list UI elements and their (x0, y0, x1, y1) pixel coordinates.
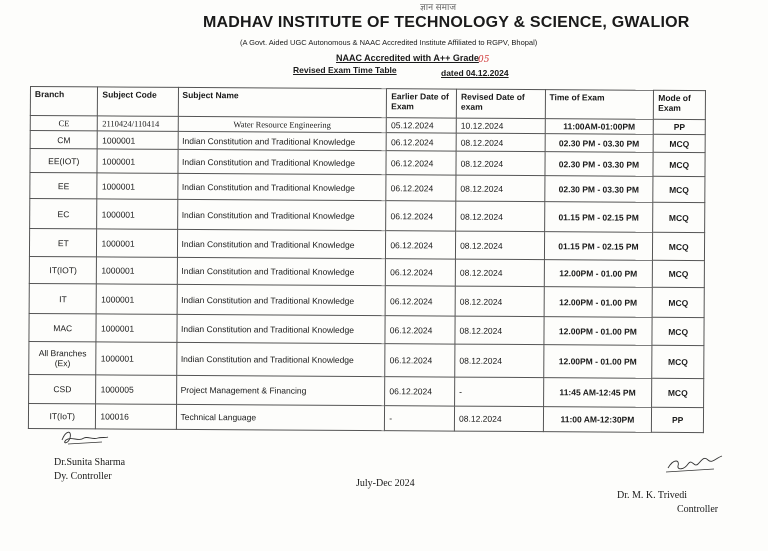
revised-title: Revised Exam Time Table (293, 65, 397, 75)
cell-time: 12.00PM - 01.00 PM (543, 317, 652, 346)
cell-branch: ET (29, 229, 97, 257)
controller-name: Dr. M. K. Trivedi (617, 490, 688, 501)
cell-branch: CSD (29, 374, 97, 403)
cell-code: 1000001 (96, 314, 176, 342)
cell-time: 02.30 PM - 03.30 PM (545, 134, 654, 153)
cell-earlier: 06.12.2024 (386, 231, 456, 259)
cell-branch: CM (30, 131, 98, 149)
institute-name: MADHAV INSTITUTE OF TECHNOLOGY & SCIENCE, GWALIOR (203, 14, 690, 31)
cell-earlier: 06.12.2024 (385, 344, 455, 377)
cell-branch: MAC (29, 313, 97, 341)
cell-code: 1000001 (97, 284, 177, 314)
cell-subject: Project Management & Financing (176, 375, 385, 405)
cell-revised: 08.12.2024 (456, 175, 545, 202)
top-strip-text: ज्ञान समाज (420, 2, 457, 12)
cell-branch: IT (29, 283, 97, 313)
cell-revised: - (455, 377, 544, 407)
cell-branch: All Branches (Ex) (29, 341, 97, 374)
table-body (28, 116, 705, 433)
cell-code: 1000001 (96, 342, 176, 375)
cell-time: 11:45 AM-12:45 PM (543, 378, 652, 408)
cell-mode: PP (654, 119, 706, 134)
cell-branch: CE (30, 116, 98, 131)
deputy-controller-role: Dy. Controller (54, 471, 112, 482)
cell-mode: MCQ (652, 378, 704, 407)
cell-code: 1000001 (97, 229, 177, 257)
cell-branch: IT(IoT) (28, 403, 96, 428)
cell-subject: Indian Constitution and Traditional Knowledge (177, 149, 386, 174)
cell-time: 02.30 PM - 03.30 PM (545, 152, 654, 177)
cell-mode: MCQ (653, 176, 705, 202)
table-row (29, 374, 704, 407)
column-header: Subject Code (98, 87, 178, 116)
cell-revised: 08.12.2024 (456, 231, 545, 260)
cell-mode: MCQ (653, 232, 705, 260)
exam-timetable (28, 86, 706, 433)
cell-branch: EE (30, 173, 98, 199)
cell-code: 1000001 (98, 131, 178, 149)
table-row (30, 173, 705, 203)
cell-subject: Indian Constitution and Traditional Knowledge (177, 199, 386, 230)
cell-earlier: 06.12.2024 (386, 151, 456, 175)
cell-code: 1000001 (97, 173, 177, 199)
cell-revised: 08.12.2024 (456, 201, 545, 232)
table-row (29, 313, 704, 345)
cell-earlier: 06.12.2024 (385, 316, 455, 344)
table-row (30, 199, 705, 233)
cell-subject: Indian Constitution and Traditional Knowledge (178, 131, 387, 150)
handwritten-correction: 05 (478, 55, 490, 65)
cell-earlier: 06.12.2024 (386, 175, 456, 201)
cell-mode: MCQ (652, 345, 704, 378)
cell-subject: Indian Constitution and Traditional Knowledge (177, 173, 386, 200)
cell-subject: Indian Constitution and Traditional Knowledge (176, 342, 385, 376)
deputy-controller-name: Dr.Sunita Sharma (54, 457, 126, 468)
cell-mode: MCQ (653, 134, 705, 152)
cell-subject: Indian Constitution and Traditional Knowledge (177, 229, 386, 258)
column-header: Time of Exam (545, 90, 654, 120)
cell-subject: Indian Constitution and Traditional Knowledge (176, 314, 385, 343)
cell-subject: Indian Constitution and Traditional Knowledge (177, 257, 386, 285)
cell-subject: Indian Constitution and Traditional Knowledge (177, 284, 386, 315)
cell-earlier: 05.12.2024 (387, 118, 457, 133)
cell-earlier: - (385, 406, 455, 431)
session-label: July-Dec 2024 (356, 478, 415, 489)
table-header-row (30, 87, 705, 120)
column-header: Mode of Exam (654, 90, 706, 119)
cell-time: 12.00PM - 01.00 PM (544, 287, 653, 318)
cell-time: 11:00AM-01:00PM (545, 119, 654, 135)
cell-code: 1000001 (97, 199, 177, 229)
column-header: Revised Date of exam (456, 89, 545, 119)
dated-line: dated 04.12.2024 (441, 68, 509, 78)
cell-branch: EC (30, 199, 98, 229)
signature-left (58, 426, 110, 448)
cell-mode: MCQ (653, 202, 705, 232)
cell-subject: Technical Language (176, 404, 385, 430)
cell-time: 12.00PM - 01.00 PM (544, 260, 653, 288)
cell-time: 12.00PM - 01.00 PM (543, 345, 652, 379)
cell-revised: 08.12.2024 (455, 316, 544, 345)
cell-code: 1000005 (96, 375, 176, 404)
cell-time: 02.30 PM - 03.30 PM (544, 176, 653, 203)
cell-subject: Water Resource Engineering (178, 116, 387, 132)
cell-code: 1000001 (97, 149, 177, 173)
cell-code: 2110424/110414 (98, 116, 178, 131)
cell-earlier: 06.12.2024 (385, 377, 455, 406)
cell-branch: IT(IOT) (29, 256, 97, 283)
cell-mode: MCQ (653, 152, 705, 176)
cell-revised: 08.12.2024 (456, 133, 545, 152)
cell-time: 11:00 AM-12:30PM (543, 407, 652, 433)
signature-right (664, 450, 728, 476)
cell-time: 01.15 PM - 02.15 PM (544, 232, 653, 261)
cell-mode: MCQ (653, 260, 705, 287)
cell-earlier: 06.12.2024 (386, 133, 456, 151)
column-header: Earlier Date of Exam (387, 89, 457, 118)
cell-revised: 08.12.2024 (455, 286, 544, 317)
cell-revised: 08.12.2024 (455, 344, 544, 378)
cell-code: 1000001 (97, 257, 177, 284)
cell-mode: MCQ (652, 317, 704, 345)
cell-time: 01.15 PM - 02.15 PM (544, 202, 653, 233)
column-header: Subject Name (178, 87, 387, 117)
cell-revised: 08.12.2024 (454, 406, 543, 432)
cell-mode: MCQ (652, 287, 704, 317)
table-row (29, 256, 704, 287)
cell-revised: 08.12.2024 (455, 259, 544, 287)
cell-revised: 10.12.2024 (456, 118, 545, 134)
cell-earlier: 06.12.2024 (386, 201, 456, 231)
table-row (29, 229, 704, 261)
cell-mode: PP (652, 407, 704, 432)
controller-role: Controller (677, 504, 719, 515)
table-row (28, 403, 703, 432)
table-row (29, 341, 704, 378)
cell-revised: 08.12.2024 (456, 151, 545, 176)
naac-grade: NAAC Accredited with A++ Grade (336, 53, 479, 63)
cell-earlier: 06.12.2024 (386, 259, 456, 286)
column-header: Branch (30, 87, 98, 116)
cell-code: 100016 (96, 404, 176, 429)
table-row (29, 283, 704, 317)
institute-subtitle: (A Govt. Aided UGC Autonomous & NAAC Accredited Institute Affiliated to RGPV, Bhopal) (240, 38, 538, 47)
cell-branch: EE(IOT) (30, 149, 98, 173)
cell-earlier: 06.12.2024 (385, 286, 455, 316)
